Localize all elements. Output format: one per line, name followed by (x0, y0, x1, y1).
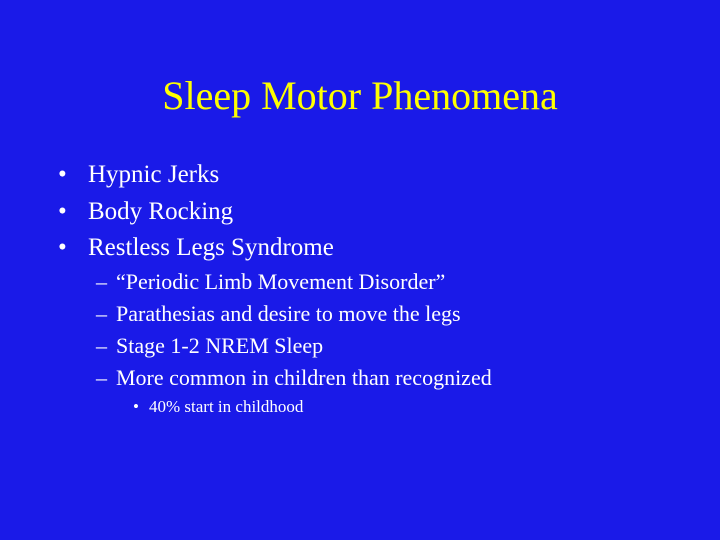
bullet-marker: • (58, 234, 67, 261)
sub-bullet-text: “Periodic Limb Movement Disorder” (116, 269, 446, 294)
sub-sub-bullet-text: 40% start in childhood (149, 397, 304, 416)
sub-bullet-marker: – (96, 269, 107, 294)
sub-bullet-item (96, 269, 446, 295)
sub-bullet-marker: – (96, 301, 107, 326)
sub-sub-bullet-marker: • (133, 397, 139, 416)
sub-sub-bullet-item (133, 397, 303, 417)
bullet-item (58, 233, 334, 263)
sub-bullet-item (96, 365, 492, 391)
bullet-text: Body Rocking (88, 198, 234, 225)
sub-bullet-item (96, 333, 324, 359)
bullet-item (58, 197, 233, 227)
sub-bullet-text: Stage 1-2 NREM Sleep (116, 333, 324, 358)
sub-bullet-text: Parathesias and desire to move the legs (116, 301, 461, 326)
sub-bullet-marker: – (96, 365, 107, 390)
bullet-marker: • (58, 161, 67, 188)
slide-title: Sleep Motor Phenomena (162, 73, 558, 118)
sub-bullet-marker: – (96, 333, 107, 358)
sub-bullet-item (96, 301, 461, 327)
bullet-marker: • (58, 198, 67, 225)
bullet-text: Restless Legs Syndrome (88, 234, 334, 261)
sub-bullet-text: More common in children than recognized (116, 365, 492, 390)
bullet-item (58, 160, 219, 190)
bullet-text: Hypnic Jerks (88, 161, 220, 188)
